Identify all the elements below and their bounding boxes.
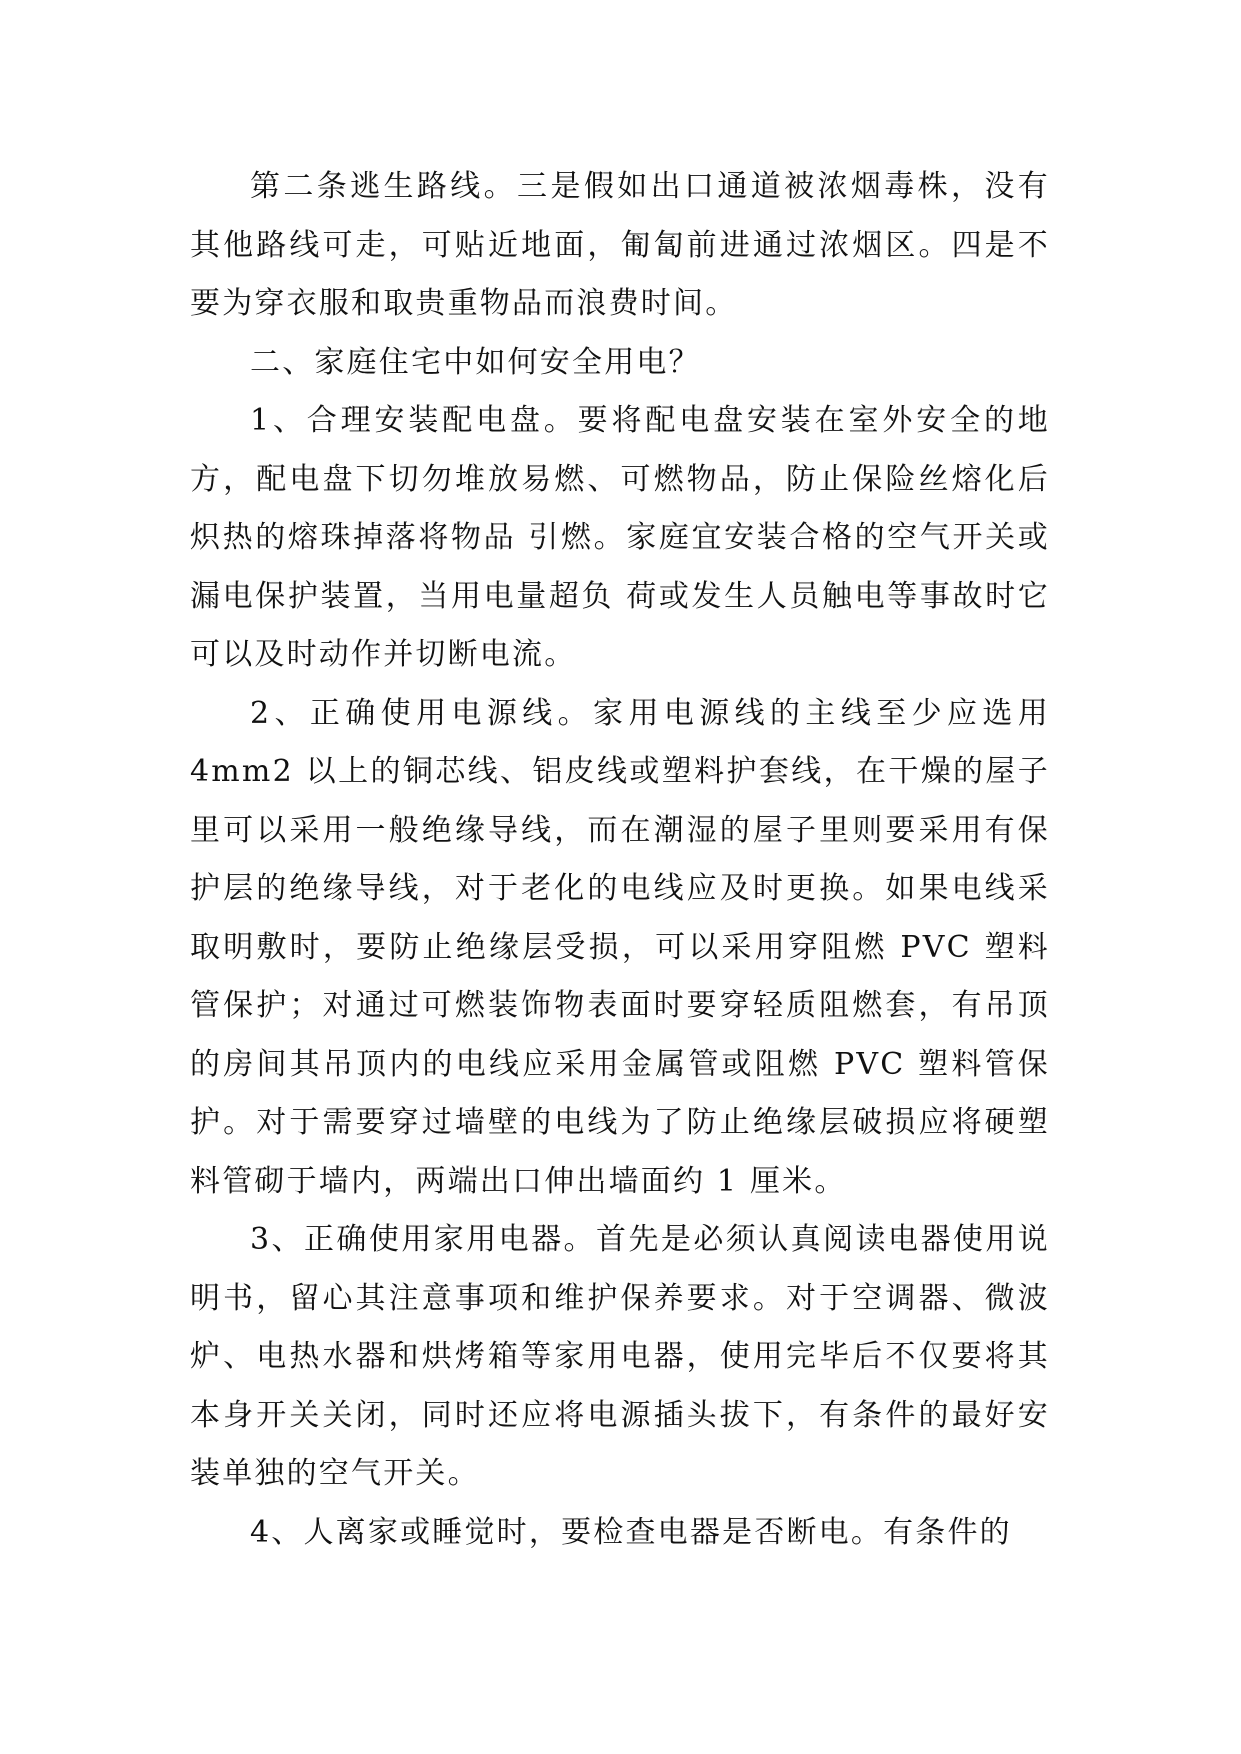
paragraph-power-cable: 2、正确使用电源线。家用电源线的主线至少应选用 4mm2 以上的铜芯线、铝皮线或塑料护套线，在干燥的屋子里可以采用一般绝缘导线，而在潮湿的屋子里则要采用有保护层的绝缘导线，对于老化的电线应及时更换。如果电线采取明敷时，要防止绝缘层受损，可以采用穿阻燃 PVC 塑料管保护；对通过可燃装饰物表面时要穿轻质阻燃套，有吊顶的房间其吊顶内的电线应采用金属管或阻燃 PVC 塑料管保护。对于需要穿过墙壁的电线为了防止绝缘层破损应将硬塑料管砌于墙内，两端出口伸出墙面约 1 厘米。 (190, 695, 1050, 1199)
section-heading-electricity-safety: 二、家庭住宅中如何安全用电？ (250, 344, 701, 380)
paragraph-household-appliances: 3、正确使用家用电器。首先是必须认真阅读电器使用说明书，留心其注意事项和维护保养要求。对于空调器、微波炉、电热水器和烘烤箱等家用电器，使用完毕后不仅要将其本身开关关闭，同时还应将电源插头拔下，有条件的最好安装单独的空气开关。 (190, 1222, 1050, 1491)
paragraph-escape-route: 第二条逃生路线。三是假如出口通道被浓烟毒株，没有其他路线可走，可贴近地面，匍匐前进通过浓烟区。四是不要为穿衣服和取贵重物品而浪费时间。 (190, 169, 1050, 321)
paragraph-power-off-check: 4、人离家或睡觉时，要检查电器是否断电。有条件的 (250, 1514, 1012, 1550)
document-body (190, 158, 1050, 1562)
paragraph-distribution-board: 1、合理安装配电盘。要将配电盘安装在室外安全的地方，配电盘下切勿堆放易燃、可燃物品，防止保险丝熔化后炽热的熔珠掉落将物品 引燃。家庭宜安装合格的空气开关或漏电保护装置，当用电量超负 荷或发生人员触电等事故时它可以及时动作并切断电流。 (190, 403, 1050, 672)
